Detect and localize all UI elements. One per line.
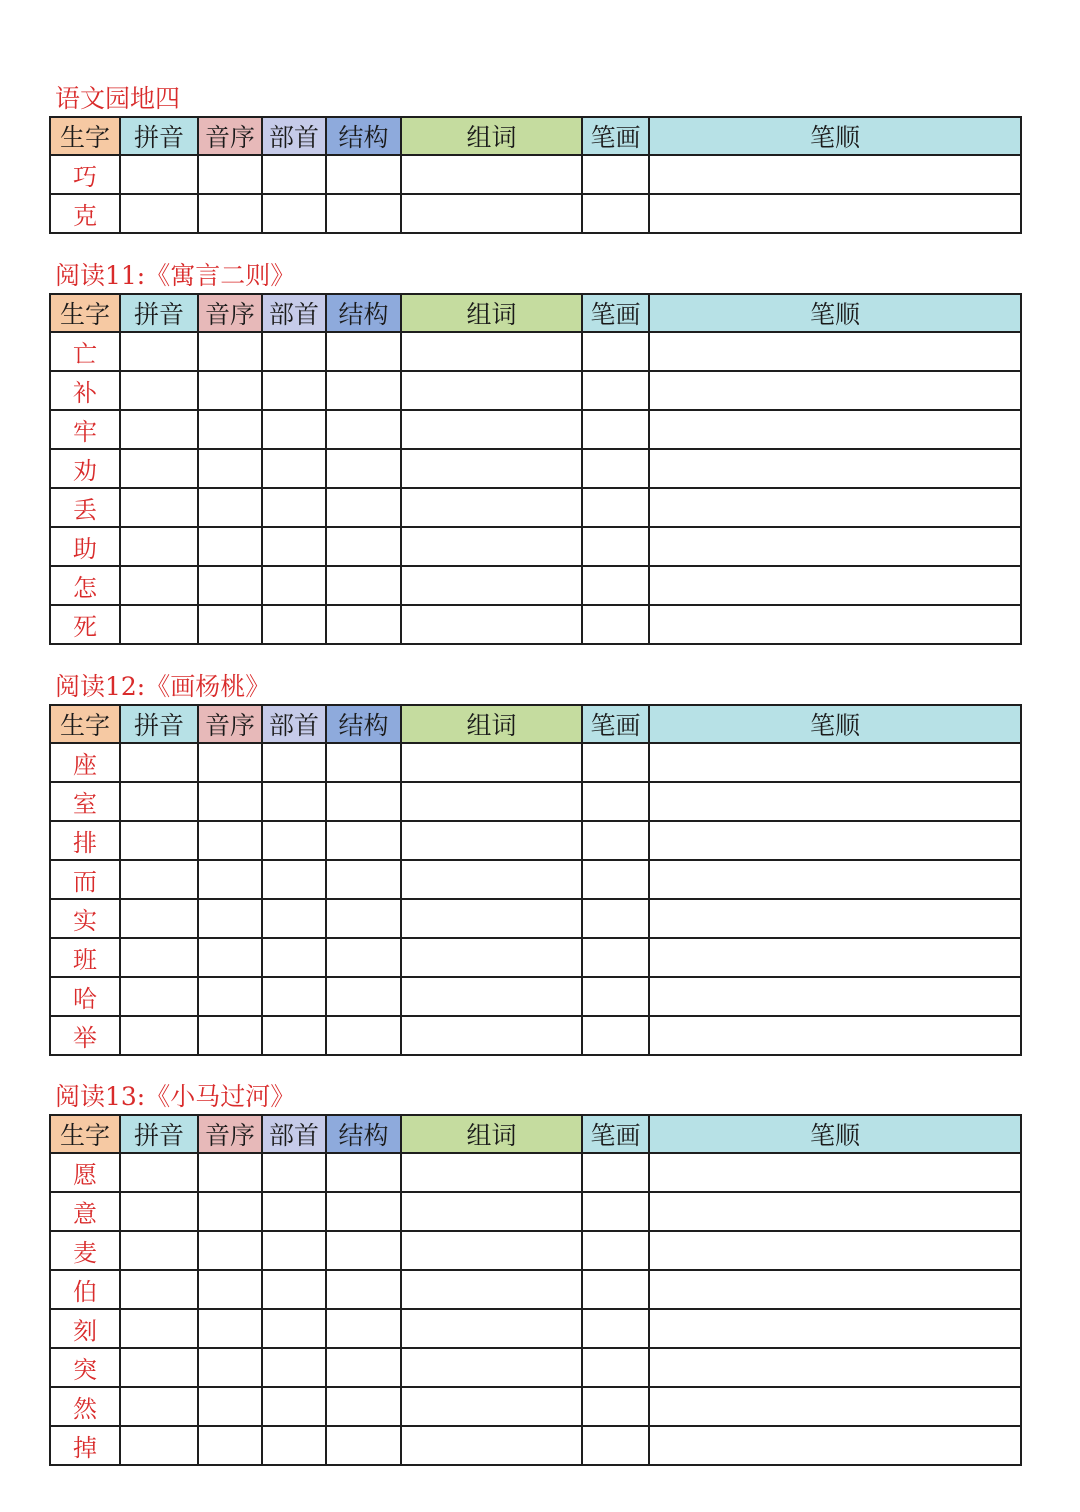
answer-cell-structure[interactable] bbox=[326, 1387, 401, 1426]
column-header-strokes: 笔画 bbox=[582, 705, 649, 743]
answer-cell-pinyin[interactable] bbox=[120, 332, 198, 371]
answer-cell-order[interactable] bbox=[198, 1348, 262, 1387]
answer-cell-words[interactable] bbox=[401, 1016, 582, 1055]
answer-cell-words[interactable] bbox=[401, 527, 582, 566]
answer-cell-radical[interactable] bbox=[262, 371, 326, 410]
new-character: 克 bbox=[50, 194, 120, 233]
answer-cell-stroke-order[interactable] bbox=[649, 527, 1021, 566]
answer-cell-pinyin[interactable] bbox=[120, 1153, 198, 1192]
answer-cell-structure[interactable] bbox=[326, 977, 401, 1016]
answer-cell-pinyin[interactable] bbox=[120, 821, 198, 860]
header-row bbox=[50, 705, 1021, 743]
column-header-char: 生字 bbox=[50, 117, 120, 155]
answer-cell-structure[interactable] bbox=[326, 1231, 401, 1270]
answer-cell-stroke-order[interactable] bbox=[649, 371, 1021, 410]
answer-cell-stroke-order[interactable] bbox=[649, 488, 1021, 527]
column-header-stroke-order: 笔顺 bbox=[649, 294, 1021, 332]
answer-cell-radical[interactable] bbox=[262, 194, 326, 233]
answer-cell-order[interactable] bbox=[198, 977, 262, 1016]
answer-cell-structure[interactable] bbox=[326, 860, 401, 899]
answer-cell-structure[interactable] bbox=[326, 1192, 401, 1231]
answer-cell-strokes[interactable] bbox=[582, 527, 649, 566]
column-header-strokes: 笔画 bbox=[582, 117, 649, 155]
column-header-words: 组词 bbox=[401, 117, 582, 155]
answer-cell-radical[interactable] bbox=[262, 1153, 326, 1192]
answer-cell-radical[interactable] bbox=[262, 899, 326, 938]
answer-cell-radical[interactable] bbox=[262, 782, 326, 821]
answer-cell-words[interactable] bbox=[401, 1387, 582, 1426]
answer-cell-radical[interactable] bbox=[262, 977, 326, 1016]
answer-cell-radical[interactable] bbox=[262, 1426, 326, 1465]
column-header-structure: 结构 bbox=[326, 705, 401, 743]
new-character: 意 bbox=[50, 1192, 120, 1231]
answer-cell-words[interactable] bbox=[401, 782, 582, 821]
answer-cell-words[interactable] bbox=[401, 332, 582, 371]
new-character: 补 bbox=[50, 371, 120, 410]
answer-cell-structure[interactable] bbox=[326, 155, 401, 194]
answer-cell-radical[interactable] bbox=[262, 860, 326, 899]
answer-cell-pinyin[interactable] bbox=[120, 566, 198, 605]
new-character: 而 bbox=[50, 860, 120, 899]
answer-cell-order[interactable] bbox=[198, 410, 262, 449]
answer-cell-strokes[interactable] bbox=[582, 605, 649, 644]
table-row bbox=[50, 566, 1021, 605]
answer-cell-pinyin[interactable] bbox=[120, 977, 198, 1016]
answer-cell-stroke-order[interactable] bbox=[649, 566, 1021, 605]
answer-cell-order[interactable] bbox=[198, 821, 262, 860]
answer-cell-strokes[interactable] bbox=[582, 1016, 649, 1055]
answer-cell-strokes[interactable] bbox=[582, 743, 649, 782]
answer-cell-structure[interactable] bbox=[326, 488, 401, 527]
answer-cell-order[interactable] bbox=[198, 1270, 262, 1309]
column-header-radical: 部首 bbox=[262, 705, 326, 743]
answer-cell-order[interactable] bbox=[198, 938, 262, 977]
new-character: 突 bbox=[50, 1348, 120, 1387]
answer-cell-words[interactable] bbox=[401, 194, 582, 233]
answer-cell-stroke-order[interactable] bbox=[649, 743, 1021, 782]
table-row bbox=[50, 1348, 1021, 1387]
new-character: 伯 bbox=[50, 1270, 120, 1309]
table-row bbox=[50, 527, 1021, 566]
column-header-strokes: 笔画 bbox=[582, 1115, 649, 1153]
new-character: 麦 bbox=[50, 1231, 120, 1270]
answer-cell-stroke-order[interactable] bbox=[649, 938, 1021, 977]
answer-cell-order[interactable] bbox=[198, 449, 262, 488]
answer-cell-structure[interactable] bbox=[326, 1153, 401, 1192]
section-title: 语文园地四 bbox=[55, 84, 181, 113]
column-header-pinyin: 拼音 bbox=[120, 705, 198, 743]
answer-cell-pinyin[interactable] bbox=[120, 155, 198, 194]
column-header-structure: 结构 bbox=[326, 294, 401, 332]
answer-cell-pinyin[interactable] bbox=[120, 782, 198, 821]
column-header-char: 生字 bbox=[50, 705, 120, 743]
column-header-order: 音序 bbox=[198, 117, 262, 155]
answer-cell-words[interactable] bbox=[401, 605, 582, 644]
answer-cell-stroke-order[interactable] bbox=[649, 1231, 1021, 1270]
table-row bbox=[50, 1270, 1021, 1309]
answer-cell-pinyin[interactable] bbox=[120, 527, 198, 566]
table-row bbox=[50, 1309, 1021, 1348]
answer-cell-stroke-order[interactable] bbox=[649, 1270, 1021, 1309]
answer-cell-strokes[interactable] bbox=[582, 194, 649, 233]
answer-cell-order[interactable] bbox=[198, 527, 262, 566]
answer-cell-radical[interactable] bbox=[262, 938, 326, 977]
answer-cell-pinyin[interactable] bbox=[120, 899, 198, 938]
new-character: 座 bbox=[50, 743, 120, 782]
character-table bbox=[49, 1114, 1022, 1466]
answer-cell-stroke-order[interactable] bbox=[649, 860, 1021, 899]
answer-cell-strokes[interactable] bbox=[582, 860, 649, 899]
answer-cell-words[interactable] bbox=[401, 1192, 582, 1231]
answer-cell-pinyin[interactable] bbox=[120, 194, 198, 233]
answer-cell-radical[interactable] bbox=[262, 1231, 326, 1270]
answer-cell-structure[interactable] bbox=[326, 371, 401, 410]
answer-cell-order[interactable] bbox=[198, 332, 262, 371]
answer-cell-order[interactable] bbox=[198, 155, 262, 194]
column-header-char: 生字 bbox=[50, 1115, 120, 1153]
answer-cell-order[interactable] bbox=[198, 194, 262, 233]
answer-cell-strokes[interactable] bbox=[582, 1387, 649, 1426]
answer-cell-words[interactable] bbox=[401, 1153, 582, 1192]
column-header-radical: 部首 bbox=[262, 1115, 326, 1153]
answer-cell-structure[interactable] bbox=[326, 527, 401, 566]
column-header-stroke-order: 笔顺 bbox=[649, 117, 1021, 155]
answer-cell-pinyin[interactable] bbox=[120, 371, 198, 410]
column-header-words: 组词 bbox=[401, 1115, 582, 1153]
new-character: 劝 bbox=[50, 449, 120, 488]
new-character: 班 bbox=[50, 938, 120, 977]
answer-cell-words[interactable] bbox=[401, 371, 582, 410]
answer-cell-stroke-order[interactable] bbox=[649, 1309, 1021, 1348]
answer-cell-order[interactable] bbox=[198, 1309, 262, 1348]
column-header-strokes: 笔画 bbox=[582, 294, 649, 332]
answer-cell-radical[interactable] bbox=[262, 449, 326, 488]
answer-cell-radical[interactable] bbox=[262, 1192, 326, 1231]
answer-cell-structure[interactable] bbox=[326, 1348, 401, 1387]
answer-cell-pinyin[interactable] bbox=[120, 1426, 198, 1465]
answer-cell-words[interactable] bbox=[401, 566, 582, 605]
answer-cell-pinyin[interactable] bbox=[120, 1192, 198, 1231]
answer-cell-radical[interactable] bbox=[262, 1016, 326, 1055]
answer-cell-words[interactable] bbox=[401, 410, 582, 449]
answer-cell-words[interactable] bbox=[401, 821, 582, 860]
table-row bbox=[50, 743, 1021, 782]
answer-cell-stroke-order[interactable] bbox=[649, 977, 1021, 1016]
character-table bbox=[49, 116, 1022, 234]
table-row bbox=[50, 449, 1021, 488]
answer-cell-structure[interactable] bbox=[326, 938, 401, 977]
answer-cell-strokes[interactable] bbox=[582, 449, 649, 488]
column-header-stroke-order: 笔顺 bbox=[649, 705, 1021, 743]
answer-cell-order[interactable] bbox=[198, 1231, 262, 1270]
new-character: 实 bbox=[50, 899, 120, 938]
answer-cell-pinyin[interactable] bbox=[120, 1387, 198, 1426]
answer-cell-structure[interactable] bbox=[326, 899, 401, 938]
answer-cell-pinyin[interactable] bbox=[120, 410, 198, 449]
answer-cell-strokes[interactable] bbox=[582, 410, 649, 449]
answer-cell-stroke-order[interactable] bbox=[649, 1348, 1021, 1387]
column-header-pinyin: 拼音 bbox=[120, 294, 198, 332]
answer-cell-stroke-order[interactable] bbox=[649, 1153, 1021, 1192]
answer-cell-order[interactable] bbox=[198, 899, 262, 938]
answer-cell-pinyin[interactable] bbox=[120, 1309, 198, 1348]
answer-cell-structure[interactable] bbox=[326, 410, 401, 449]
answer-cell-stroke-order[interactable] bbox=[649, 1426, 1021, 1465]
table-row bbox=[50, 938, 1021, 977]
table-row bbox=[50, 977, 1021, 1016]
answer-cell-pinyin[interactable] bbox=[120, 743, 198, 782]
answer-cell-stroke-order[interactable] bbox=[649, 155, 1021, 194]
answer-cell-order[interactable] bbox=[198, 782, 262, 821]
answer-cell-radical[interactable] bbox=[262, 155, 326, 194]
column-header-stroke-order: 笔顺 bbox=[649, 1115, 1021, 1153]
answer-cell-radical[interactable] bbox=[262, 566, 326, 605]
answer-cell-stroke-order[interactable] bbox=[649, 410, 1021, 449]
new-character: 助 bbox=[50, 527, 120, 566]
table-row bbox=[50, 821, 1021, 860]
table-row bbox=[50, 899, 1021, 938]
answer-cell-order[interactable] bbox=[198, 1016, 262, 1055]
table-row bbox=[50, 410, 1021, 449]
answer-cell-words[interactable] bbox=[401, 155, 582, 194]
table-row bbox=[50, 371, 1021, 410]
answer-cell-stroke-order[interactable] bbox=[649, 332, 1021, 371]
answer-cell-words[interactable] bbox=[401, 1309, 582, 1348]
column-header-char: 生字 bbox=[50, 294, 120, 332]
answer-cell-structure[interactable] bbox=[326, 743, 401, 782]
answer-cell-order[interactable] bbox=[198, 743, 262, 782]
character-table bbox=[49, 704, 1022, 1056]
answer-cell-strokes[interactable] bbox=[582, 938, 649, 977]
answer-cell-structure[interactable] bbox=[326, 821, 401, 860]
column-header-structure: 结构 bbox=[326, 1115, 401, 1153]
answer-cell-order[interactable] bbox=[198, 1426, 262, 1465]
answer-cell-order[interactable] bbox=[198, 566, 262, 605]
answer-cell-radical[interactable] bbox=[262, 743, 326, 782]
answer-cell-strokes[interactable] bbox=[582, 1192, 649, 1231]
answer-cell-pinyin[interactable] bbox=[120, 1231, 198, 1270]
answer-cell-strokes[interactable] bbox=[582, 1231, 649, 1270]
answer-cell-order[interactable] bbox=[198, 488, 262, 527]
column-header-radical: 部首 bbox=[262, 294, 326, 332]
answer-cell-radical[interactable] bbox=[262, 1348, 326, 1387]
answer-cell-order[interactable] bbox=[198, 1387, 262, 1426]
answer-cell-words[interactable] bbox=[401, 938, 582, 977]
answer-cell-radical[interactable] bbox=[262, 488, 326, 527]
answer-cell-strokes[interactable] bbox=[582, 566, 649, 605]
table-row bbox=[50, 488, 1021, 527]
answer-cell-radical[interactable] bbox=[262, 527, 326, 566]
new-character: 掉 bbox=[50, 1426, 120, 1465]
answer-cell-strokes[interactable] bbox=[582, 371, 649, 410]
column-header-words: 组词 bbox=[401, 294, 582, 332]
table-row bbox=[50, 194, 1021, 233]
answer-cell-strokes[interactable] bbox=[582, 782, 649, 821]
answer-cell-structure[interactable] bbox=[326, 1426, 401, 1465]
column-header-order: 音序 bbox=[198, 705, 262, 743]
answer-cell-strokes[interactable] bbox=[582, 1270, 649, 1309]
answer-cell-pinyin[interactable] bbox=[120, 1016, 198, 1055]
new-character: 巧 bbox=[50, 155, 120, 194]
header-row bbox=[50, 294, 1021, 332]
answer-cell-structure[interactable] bbox=[326, 1016, 401, 1055]
header-row bbox=[50, 117, 1021, 155]
answer-cell-radical[interactable] bbox=[262, 1309, 326, 1348]
answer-cell-radical[interactable] bbox=[262, 1270, 326, 1309]
new-character: 亡 bbox=[50, 332, 120, 371]
section-title: 阅读12:《画杨桃》 bbox=[55, 672, 271, 701]
answer-cell-strokes[interactable] bbox=[582, 977, 649, 1016]
answer-cell-strokes[interactable] bbox=[582, 1309, 649, 1348]
answer-cell-words[interactable] bbox=[401, 1426, 582, 1465]
table-row bbox=[50, 1387, 1021, 1426]
section-title: 阅读11:《寓言二则》 bbox=[55, 261, 296, 290]
answer-cell-structure[interactable] bbox=[326, 1309, 401, 1348]
new-character: 刻 bbox=[50, 1309, 120, 1348]
new-character: 举 bbox=[50, 1016, 120, 1055]
answer-cell-words[interactable] bbox=[401, 449, 582, 488]
answer-cell-pinyin[interactable] bbox=[120, 488, 198, 527]
section-title: 阅读13:《小马过河》 bbox=[55, 1082, 296, 1111]
answer-cell-structure[interactable] bbox=[326, 566, 401, 605]
answer-cell-strokes[interactable] bbox=[582, 1348, 649, 1387]
answer-cell-words[interactable] bbox=[401, 977, 582, 1016]
new-character: 怎 bbox=[50, 566, 120, 605]
character-table bbox=[49, 293, 1022, 645]
table-row bbox=[50, 1153, 1021, 1192]
answer-cell-order[interactable] bbox=[198, 605, 262, 644]
answer-cell-structure[interactable] bbox=[326, 194, 401, 233]
answer-cell-structure[interactable] bbox=[326, 605, 401, 644]
answer-cell-radical[interactable] bbox=[262, 605, 326, 644]
answer-cell-stroke-order[interactable] bbox=[649, 1016, 1021, 1055]
table-row bbox=[50, 1426, 1021, 1465]
answer-cell-stroke-order[interactable] bbox=[649, 782, 1021, 821]
answer-cell-structure[interactable] bbox=[326, 782, 401, 821]
table-row bbox=[50, 155, 1021, 194]
answer-cell-pinyin[interactable] bbox=[120, 860, 198, 899]
answer-cell-words[interactable] bbox=[401, 1270, 582, 1309]
answer-cell-radical[interactable] bbox=[262, 332, 326, 371]
answer-cell-strokes[interactable] bbox=[582, 899, 649, 938]
answer-cell-pinyin[interactable] bbox=[120, 449, 198, 488]
answer-cell-strokes[interactable] bbox=[582, 1426, 649, 1465]
column-header-order: 音序 bbox=[198, 1115, 262, 1153]
new-character: 哈 bbox=[50, 977, 120, 1016]
table-row bbox=[50, 605, 1021, 644]
new-character: 愿 bbox=[50, 1153, 120, 1192]
column-header-pinyin: 拼音 bbox=[120, 117, 198, 155]
column-header-words: 组词 bbox=[401, 705, 582, 743]
answer-cell-stroke-order[interactable] bbox=[649, 1387, 1021, 1426]
answer-cell-words[interactable] bbox=[401, 1231, 582, 1270]
answer-cell-structure[interactable] bbox=[326, 449, 401, 488]
answer-cell-pinyin[interactable] bbox=[120, 1348, 198, 1387]
table-row bbox=[50, 1016, 1021, 1055]
header-row bbox=[50, 1115, 1021, 1153]
answer-cell-structure[interactable] bbox=[326, 332, 401, 371]
answer-cell-strokes[interactable] bbox=[582, 821, 649, 860]
answer-cell-pinyin[interactable] bbox=[120, 605, 198, 644]
answer-cell-stroke-order[interactable] bbox=[649, 194, 1021, 233]
table-row bbox=[50, 332, 1021, 371]
column-header-pinyin: 拼音 bbox=[120, 1115, 198, 1153]
answer-cell-radical[interactable] bbox=[262, 1387, 326, 1426]
column-header-radical: 部首 bbox=[262, 117, 326, 155]
new-character: 死 bbox=[50, 605, 120, 644]
column-header-structure: 结构 bbox=[326, 117, 401, 155]
table-row bbox=[50, 860, 1021, 899]
answer-cell-strokes[interactable] bbox=[582, 332, 649, 371]
answer-cell-stroke-order[interactable] bbox=[649, 821, 1021, 860]
new-character: 排 bbox=[50, 821, 120, 860]
answer-cell-order[interactable] bbox=[198, 1192, 262, 1231]
table-row bbox=[50, 782, 1021, 821]
new-character: 丢 bbox=[50, 488, 120, 527]
answer-cell-order[interactable] bbox=[198, 860, 262, 899]
answer-cell-pinyin[interactable] bbox=[120, 1270, 198, 1309]
answer-cell-words[interactable] bbox=[401, 860, 582, 899]
new-character: 牢 bbox=[50, 410, 120, 449]
table-row bbox=[50, 1192, 1021, 1231]
answer-cell-words[interactable] bbox=[401, 1348, 582, 1387]
answer-cell-stroke-order[interactable] bbox=[649, 1192, 1021, 1231]
answer-cell-radical[interactable] bbox=[262, 821, 326, 860]
answer-cell-stroke-order[interactable] bbox=[649, 449, 1021, 488]
answer-cell-words[interactable] bbox=[401, 743, 582, 782]
answer-cell-strokes[interactable] bbox=[582, 1153, 649, 1192]
answer-cell-radical[interactable] bbox=[262, 410, 326, 449]
answer-cell-strokes[interactable] bbox=[582, 155, 649, 194]
column-header-order: 音序 bbox=[198, 294, 262, 332]
answer-cell-strokes[interactable] bbox=[582, 488, 649, 527]
answer-cell-words[interactable] bbox=[401, 899, 582, 938]
new-character: 室 bbox=[50, 782, 120, 821]
answer-cell-structure[interactable] bbox=[326, 1270, 401, 1309]
answer-cell-stroke-order[interactable] bbox=[649, 605, 1021, 644]
new-character: 然 bbox=[50, 1387, 120, 1426]
answer-cell-stroke-order[interactable] bbox=[649, 899, 1021, 938]
table-row bbox=[50, 1231, 1021, 1270]
answer-cell-order[interactable] bbox=[198, 371, 262, 410]
answer-cell-order[interactable] bbox=[198, 1153, 262, 1192]
answer-cell-pinyin[interactable] bbox=[120, 938, 198, 977]
answer-cell-words[interactable] bbox=[401, 488, 582, 527]
